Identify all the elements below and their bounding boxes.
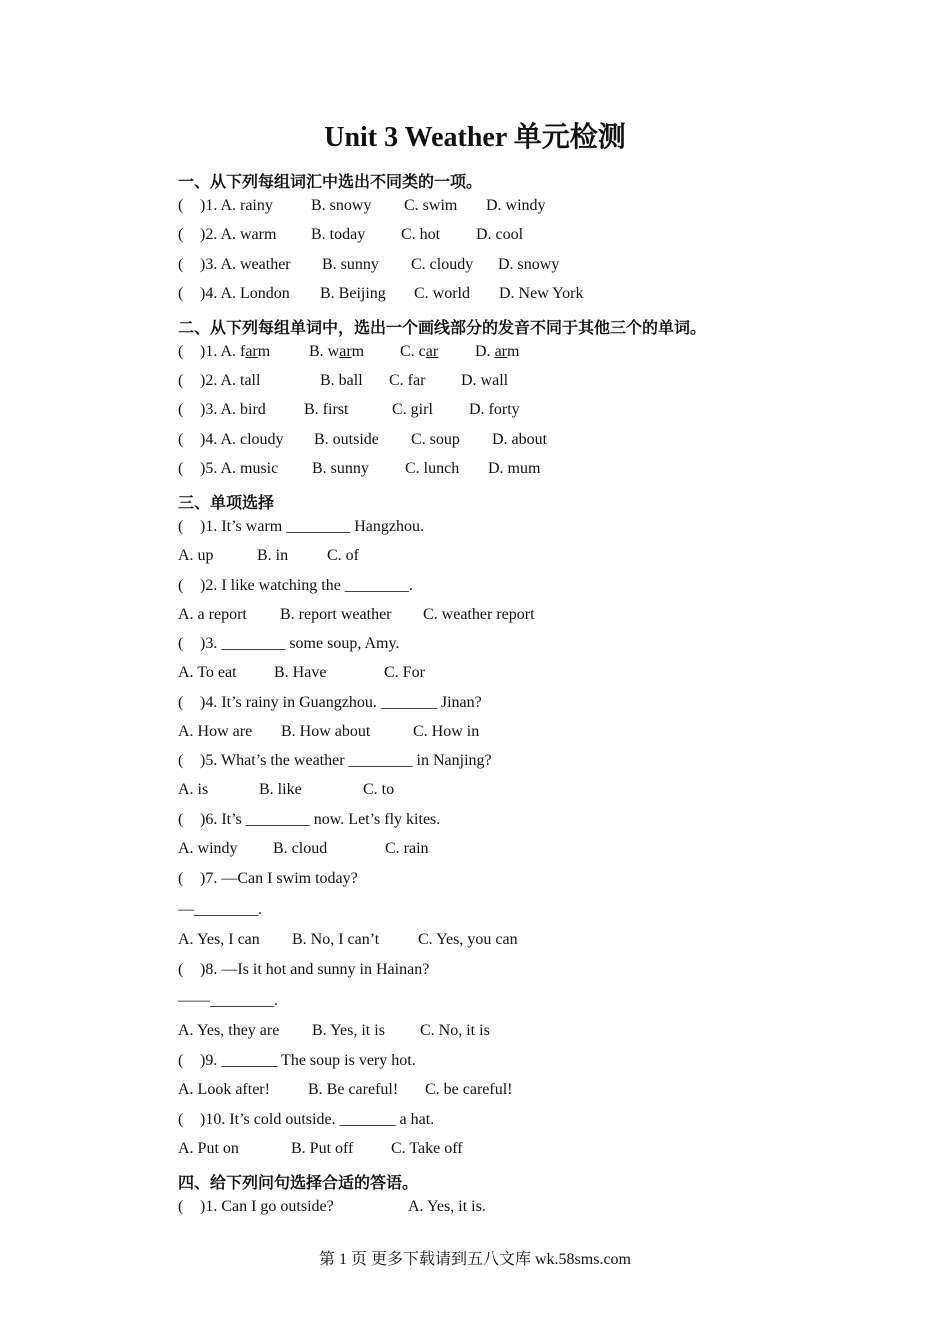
question-text: )7. —Can I swim today? bbox=[200, 870, 358, 887]
option-c: C. rain bbox=[385, 840, 429, 857]
option-a: A. a report bbox=[178, 606, 247, 623]
stem-text: m bbox=[257, 343, 271, 360]
section-1-heading: 一、从下列每组词汇中选出不同类的一项。 bbox=[178, 174, 483, 191]
option-text: C. c bbox=[400, 343, 426, 360]
reply-blank: —________. bbox=[178, 901, 262, 918]
option-a: A. Look after! bbox=[178, 1081, 270, 1098]
option-b: B. Yes, it is bbox=[312, 1022, 385, 1039]
option-c: C. lunch bbox=[405, 460, 460, 477]
option-d: D. windy bbox=[486, 197, 546, 214]
answer-paren: ( bbox=[178, 635, 184, 652]
option-c: C. No, it is bbox=[420, 1022, 490, 1039]
option-c bbox=[400, 343, 438, 361]
option-b: B. How about bbox=[281, 723, 371, 740]
question-text: )2. I like watching the ________. bbox=[200, 577, 413, 594]
question-stem: )5. A. music bbox=[200, 460, 279, 477]
question-text: )5. What’s the weather ________ in Nanjing? bbox=[200, 752, 492, 769]
answer-paren: ( bbox=[178, 1111, 184, 1128]
answer-paren: ( bbox=[178, 431, 184, 448]
answer-paren: ( bbox=[178, 694, 184, 711]
option-b bbox=[309, 343, 364, 361]
section-2-heading: 二、从下列每组单词中，选出一个画线部分的发音不同于其他三个的单词。 bbox=[178, 320, 707, 337]
option-b: B. Put off bbox=[291, 1140, 354, 1157]
option-b: B. cloud bbox=[273, 840, 328, 857]
question-text: )9. _______ The soup is very hot. bbox=[200, 1052, 416, 1069]
underlined-letters: ar bbox=[494, 343, 507, 360]
option-text: D. bbox=[475, 343, 495, 360]
question-stem: )4. A. cloudy bbox=[200, 431, 284, 448]
option-c: C. girl bbox=[392, 401, 433, 418]
option-a: A. Yes, they are bbox=[178, 1022, 280, 1039]
page-title: Unit 3 Weather 单元检测 bbox=[324, 122, 626, 153]
option-d bbox=[475, 343, 519, 361]
option-b: B. report weather bbox=[280, 606, 392, 623]
option-d: D. forty bbox=[469, 401, 520, 418]
question-stem: )2. A. warm bbox=[200, 226, 277, 243]
option-b: B. today bbox=[311, 226, 366, 243]
answer-paren: ( bbox=[178, 577, 184, 594]
option-a: A. Yes, I can bbox=[178, 931, 260, 948]
option-c: C. far bbox=[389, 372, 426, 389]
option-a: A. Put on bbox=[178, 1140, 239, 1157]
option-b: B. No, I can’t bbox=[292, 931, 380, 948]
option-b: B. sunny bbox=[312, 460, 369, 477]
option-b: B. snowy bbox=[311, 197, 372, 214]
question-text: )10. It’s cold outside. _______ a hat. bbox=[200, 1111, 435, 1128]
answer-paren: ( bbox=[178, 197, 184, 214]
stem-text: )1. A. f bbox=[200, 343, 246, 360]
answer-choice: A. Yes, it is. bbox=[408, 1198, 486, 1215]
answer-paren: ( bbox=[178, 518, 184, 535]
answer-paren: ( bbox=[178, 870, 184, 887]
option-c: C. How in bbox=[413, 723, 480, 740]
answer-paren: ( bbox=[178, 226, 184, 243]
question-text: )8. —Is it hot and sunny in Hainan? bbox=[200, 961, 430, 978]
underlined-letters: ar bbox=[339, 343, 352, 360]
question-text: )1. Can I go outside? bbox=[200, 1198, 334, 1215]
option-b: B. like bbox=[259, 781, 302, 798]
option-d: D. about bbox=[492, 431, 548, 448]
option-c: C. hot bbox=[401, 226, 441, 243]
question-text: )3. ________ some soup, Amy. bbox=[200, 635, 400, 652]
option-c: C. be careful! bbox=[425, 1081, 513, 1098]
underlined-letters: ar bbox=[425, 343, 439, 360]
question-stem: )1. A. rainy bbox=[200, 197, 273, 214]
question-stem: )3. A. bird bbox=[200, 401, 266, 418]
option-c: C. Take off bbox=[391, 1140, 463, 1157]
option-b: B. Be careful! bbox=[308, 1081, 399, 1098]
answer-paren: ( bbox=[178, 961, 184, 978]
option-b: B. ball bbox=[320, 372, 363, 389]
option-d: D. New York bbox=[499, 285, 584, 302]
option-c: C. of bbox=[327, 547, 359, 564]
question-stem: )4. A. London bbox=[200, 285, 290, 302]
answer-paren: ( bbox=[178, 343, 184, 360]
option-c: C. swim bbox=[404, 197, 458, 214]
question-stem: )3. A. weather bbox=[200, 256, 291, 273]
answer-paren: ( bbox=[178, 811, 184, 828]
option-a: A. How are bbox=[178, 723, 253, 740]
section-3-heading: 三、单项选择 bbox=[178, 495, 275, 512]
option-d: D. snowy bbox=[498, 256, 560, 273]
option-text: m bbox=[507, 343, 520, 360]
option-c: C. For bbox=[384, 664, 425, 681]
question-stem: )2. A. tall bbox=[200, 372, 261, 389]
answer-paren: ( bbox=[178, 256, 184, 273]
option-b: B. Beijing bbox=[320, 285, 386, 302]
option-a: A. windy bbox=[178, 840, 238, 857]
underlined-letters: ar bbox=[245, 343, 258, 360]
option-c: C. to bbox=[363, 781, 395, 798]
option-b: B. sunny bbox=[322, 256, 379, 273]
question-text: )1. It’s warm ________ Hangzhou. bbox=[200, 518, 424, 535]
option-a: A. is bbox=[178, 781, 209, 798]
question-text: )6. It’s ________ now. Let’s fly kites. bbox=[200, 811, 441, 828]
question-stem bbox=[200, 343, 270, 361]
section-4-heading: 四、给下列问句选择合适的答语。 bbox=[178, 1175, 419, 1192]
answer-paren: ( bbox=[178, 285, 184, 302]
option-a: A. up bbox=[178, 547, 214, 564]
option-text: m bbox=[351, 343, 365, 360]
option-b: B. outside bbox=[314, 431, 379, 448]
option-d: D. cool bbox=[476, 226, 524, 243]
answer-paren: ( bbox=[178, 752, 184, 769]
option-b: B. in bbox=[257, 547, 289, 564]
option-text: B. w bbox=[309, 343, 340, 360]
option-b: B. first bbox=[304, 401, 349, 418]
option-c: C. weather report bbox=[423, 606, 535, 623]
option-a: A. To eat bbox=[178, 664, 237, 681]
option-c: C. Yes, you can bbox=[418, 931, 518, 948]
option-c: C. cloudy bbox=[411, 256, 474, 273]
option-c: C. soup bbox=[411, 431, 460, 448]
answer-paren: ( bbox=[178, 1052, 184, 1069]
option-d: D. wall bbox=[461, 372, 509, 389]
option-d: D. mum bbox=[488, 460, 541, 477]
answer-paren: ( bbox=[178, 1198, 184, 1215]
reply-blank: ——________. bbox=[178, 992, 278, 1009]
option-c: C. world bbox=[414, 285, 470, 302]
answer-paren: ( bbox=[178, 401, 184, 418]
option-b: B. Have bbox=[274, 664, 327, 681]
answer-paren: ( bbox=[178, 460, 184, 477]
page-footer: 第 1 页 更多下载请到五八文库 wk.58sms.com bbox=[318, 1251, 631, 1268]
answer-paren: ( bbox=[178, 372, 184, 389]
question-text: )4. It’s rainy in Guangzhou. _______ Jinan? bbox=[200, 694, 482, 711]
